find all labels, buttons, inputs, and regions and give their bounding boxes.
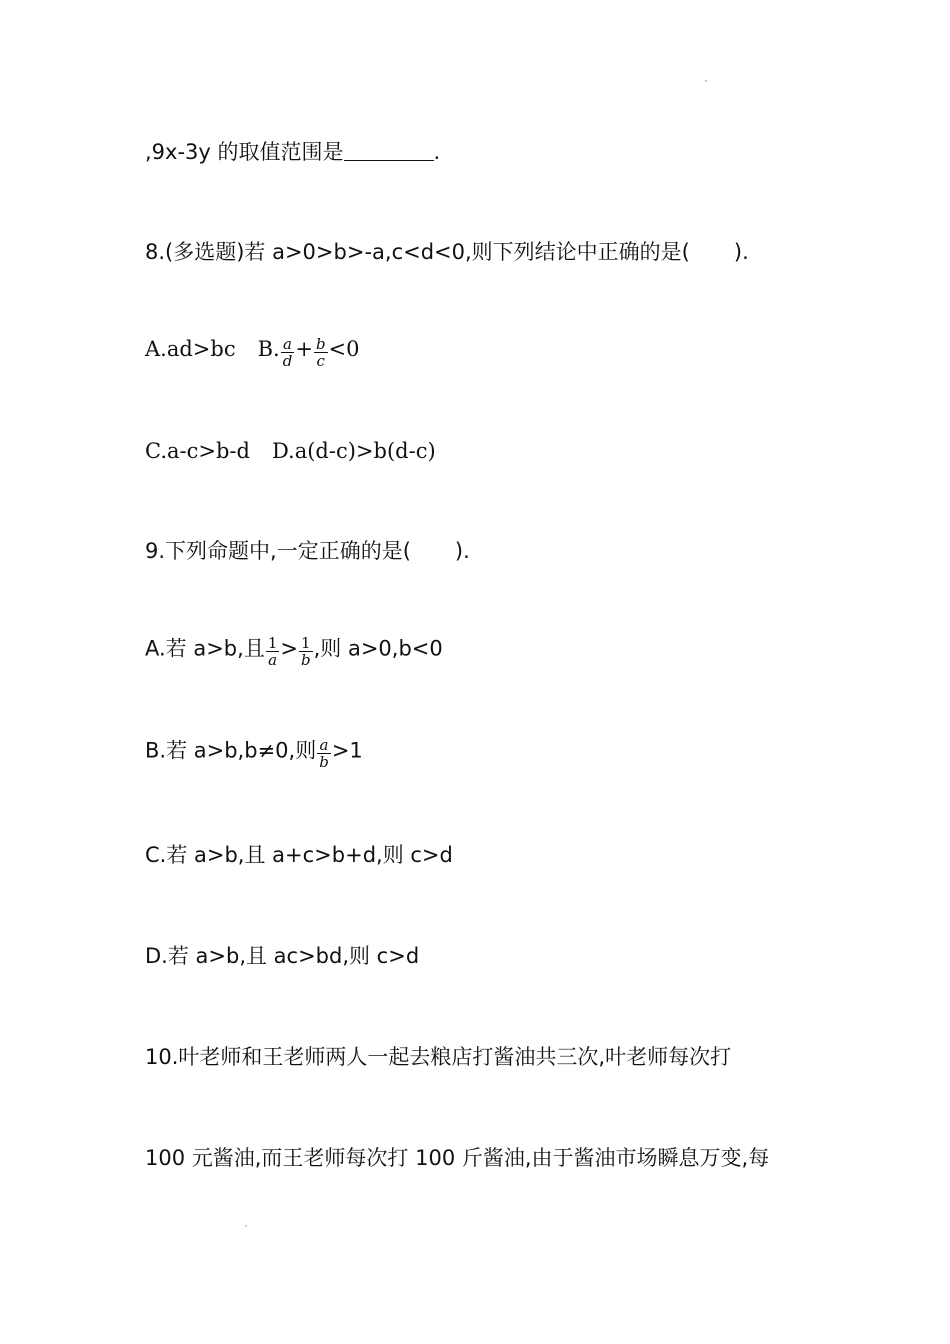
fraction-1-over-a: $\frac{1}{a}$ — [267, 634, 278, 669]
q8-option-d: D.a(d-c)>b(d-c) — [271, 439, 436, 463]
q9-option-c-text: C.若 a>b,且 a+c>b+d,则 c>d — [145, 843, 453, 867]
q10-line-2 — [145, 1144, 769, 1172]
fraction-a-over-b: $\frac{a}{b}$ — [319, 736, 329, 771]
fraction-1-over-b: $\frac{1}{b}$ — [300, 634, 311, 669]
q7-tail-text: ,9x-3y 的取值范围是 — [145, 140, 344, 164]
scan-speck — [245, 1225, 247, 1227]
q10-line-1 — [145, 1043, 731, 1071]
greater-sign: > — [280, 636, 298, 661]
q10-text-2: 100 元酱油,而王老师每次打 100 斤酱油,由于酱油市场瞬息万变,每 — [145, 1146, 770, 1170]
q9-option-d-text: D.若 a>b,且 ac>bd,则 c>d — [145, 944, 420, 968]
q9-option-c — [145, 841, 453, 869]
plus-sign: + — [295, 337, 313, 361]
q8-stem — [145, 238, 749, 266]
q9-stem — [145, 537, 470, 565]
q9-option-d — [145, 942, 419, 970]
q8-option-b-suffix: <0 — [328, 337, 360, 361]
q9-option-a-prefix: A.若 a>b,且 — [145, 636, 265, 661]
q7-tail-end: . — [433, 140, 441, 164]
q8-option-b-prefix: B. — [257, 337, 280, 361]
q9-stem-close: ). — [454, 539, 470, 563]
q8-option-c: C.a-c>b-d — [145, 439, 250, 463]
q8-options-cd — [145, 437, 436, 465]
q8-stem-close: ). — [733, 240, 749, 264]
q7-tail-line — [145, 138, 440, 166]
q9-option-a — [145, 633, 443, 669]
q9-option-a-suffix: ,则 a>0,b<0 — [313, 636, 443, 661]
q9-option-b-suffix: >1 — [331, 738, 363, 763]
answer-blank — [344, 140, 434, 161]
fraction-a-over-d: $\frac{a}{d}$ — [282, 335, 293, 370]
q8-option-a: A.ad>bc — [145, 337, 236, 361]
q9-option-b-prefix: B.若 a>b,b≠0,则 — [145, 738, 317, 763]
q9-option-b — [145, 735, 363, 771]
scan-speck — [705, 80, 707, 82]
q10-text-1: 10.叶老师和王老师两人一起去粮店打酱油共三次,叶老师每次打 — [145, 1045, 732, 1069]
fraction-b-over-c: $\frac{b}{c}$ — [315, 335, 326, 370]
q8-options-ab — [145, 334, 360, 370]
q8-stem-text: 8.(多选题)若 a>0>b>-a,c<d<0,则下列结论中正确的是( — [145, 240, 690, 264]
q9-stem-text: 9.下列命题中,一定正确的是( — [145, 539, 411, 563]
